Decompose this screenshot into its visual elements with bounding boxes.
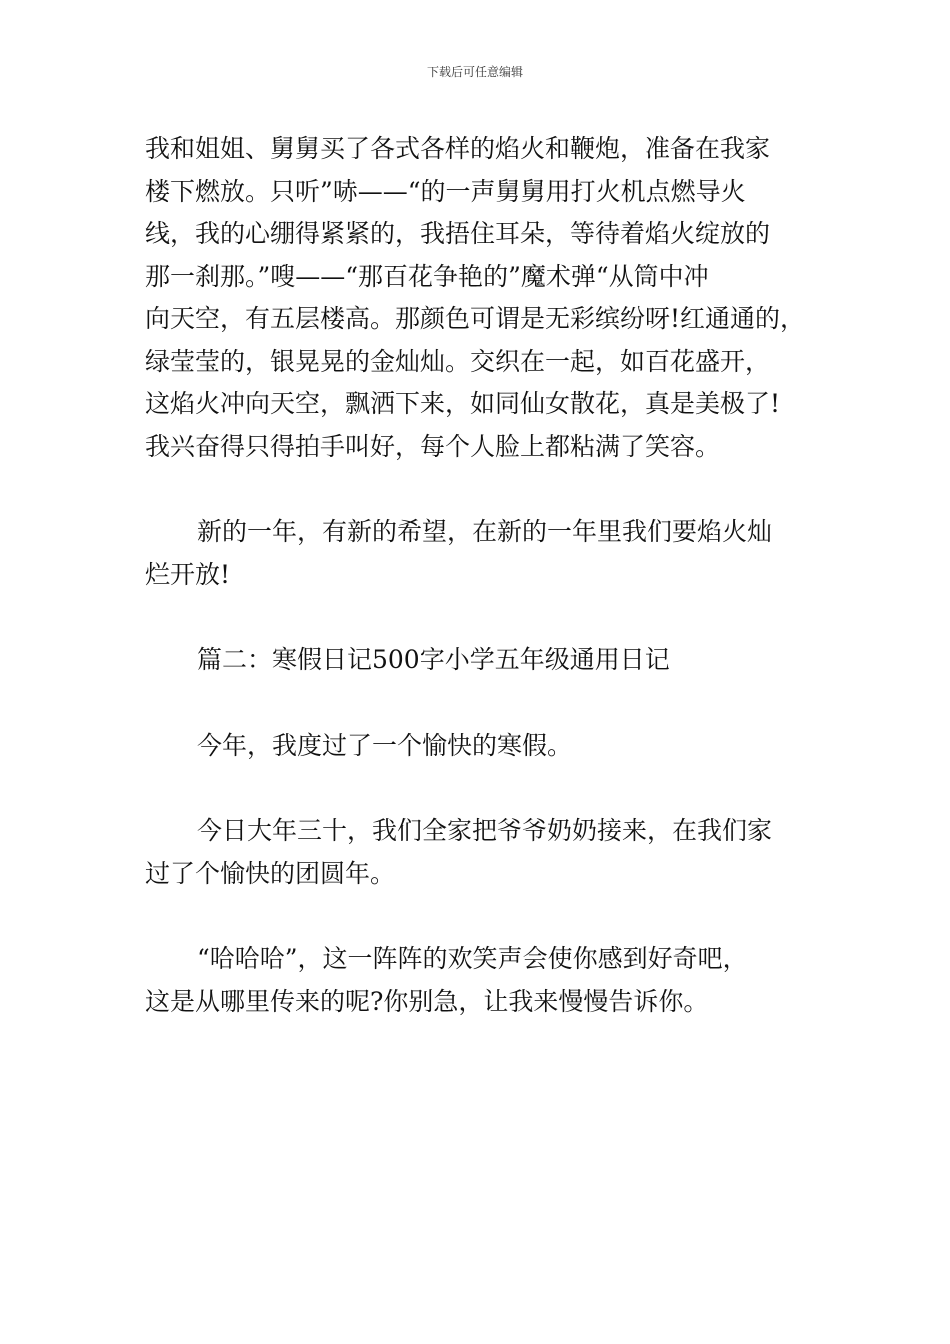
text-line: 绿莹莹的，银晃晃的金灿灿。交织在一起，如百花盛开，	[145, 346, 771, 376]
text-line: 这是从哪里传来的呢?你别急，让我来慢慢告诉你。	[145, 986, 709, 1016]
text-line: 楼下燃放。只听”哧——“的一声舅舅用打火机点燃导火	[145, 176, 746, 206]
page-header: 下载后可任意编辑	[426, 65, 523, 79]
paragraph-laughter	[145, 938, 825, 1023]
paragraph-fireworks	[145, 128, 825, 468]
text-line: 那一刹那。”嗖——“那百花争艳的”魔术弹“从筒中冲	[145, 261, 709, 291]
text-line: 今日大年三十，我们全家把爷爷奶奶接来，在我们家	[197, 816, 773, 845]
text-line: 线，我的心绷得紧紧的，我捂住耳朵，等待着焰火绽放的	[145, 219, 771, 248]
text-line: “哈哈哈”，这一阵阵的欢笑声会使你感到好奇吧，	[197, 944, 748, 973]
text-line: 我兴奋得只得拍手叫好，每个人脸上都粘满了笑容。	[145, 431, 721, 461]
paragraph-new-year-eve	[145, 810, 825, 895]
text-line: 这焰火冲向天空，飘洒下来，如同仙女散花，真是美极了!	[145, 389, 781, 418]
paragraph-new-year-hope	[145, 511, 825, 596]
text-line: 过了个愉快的团圆年。	[145, 858, 396, 888]
document-body	[145, 128, 825, 1023]
paragraph-happy-holiday	[145, 725, 825, 768]
text-line: 我和姐姐、舅舅买了各式各样的焰火和鞭炮，准备在我家	[145, 134, 771, 163]
text-line: 今年，我度过了一个愉快的寒假。	[197, 730, 573, 760]
heading-text: 篇二：寒假日记500字小学五年级通用日记	[197, 645, 670, 674]
text-line: 向天空，有五层楼高。那颜色可谓是无彩缤纷呀!红通通的，	[145, 304, 806, 333]
section-heading	[145, 639, 825, 682]
text-line: 烂开放!	[145, 559, 231, 589]
text-line: 新的一年，有新的希望，在新的一年里我们要焰火灿	[197, 517, 773, 546]
